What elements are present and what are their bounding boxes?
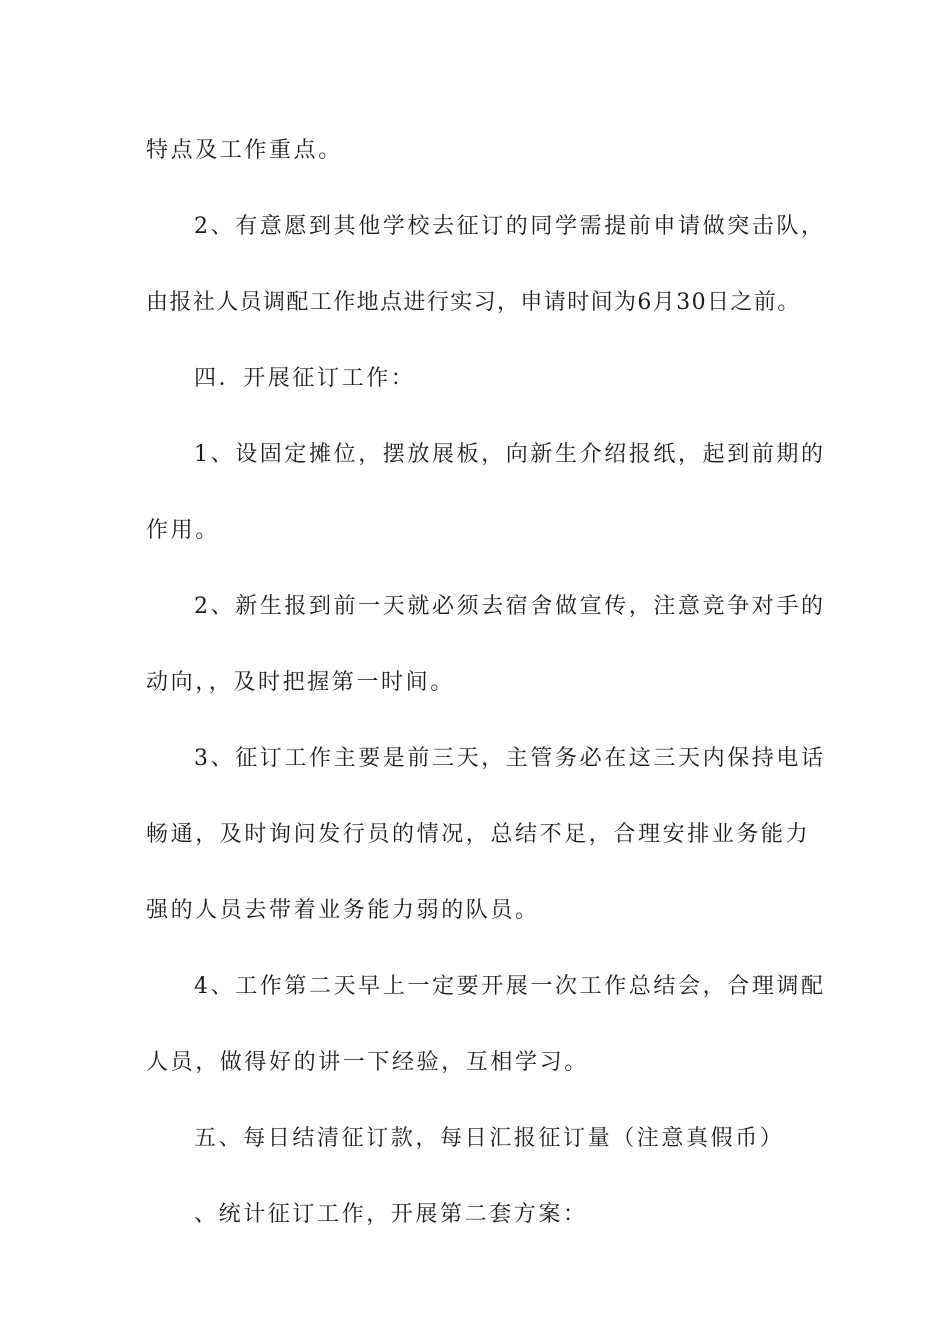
text-line: 2、有意愿到其他学校去征订的同学需提前申请做突击队， [194,214,826,239]
text-line: 强的人员去带着业务能力弱的队员。 [146,898,540,923]
text-line: 特点及工作重点。 [146,138,343,163]
text-line: 畅通，及时询问发行员的情况，总结不足，合理安排业务能力 [146,822,811,847]
text-line: 4、工作第二天早上一定要开展一次工作总结会，合理调配 [194,974,826,999]
text-line: 1、设固定摊位，摆放展板，向新生介绍报纸，起到前期的 [194,442,826,467]
section-heading: 四．开展征订工作： [194,366,416,391]
text-line: 由报社人员调配工作地点进行实习，申请时间为6月30日之前。 [146,290,801,315]
text-line: 动向，，及时把握第一时间。 [146,670,455,695]
text-line: 人员，做得好的讲一下经验，互相学习。 [146,1050,589,1075]
text-line: 3、征订工作主要是前三天，主管务必在这三天内保持电话 [194,746,826,771]
text-line: 2、新生报到前一天就必须去宿舍做宣传，注意竞争对手的 [194,594,826,619]
text-line: 作用。 [146,518,220,543]
section-heading: 、统计征订工作，开展第二套方案： [194,1202,588,1227]
section-heading: 五、每日结清征订款，每日汇报征订量（注意真假币） [194,1126,785,1151]
